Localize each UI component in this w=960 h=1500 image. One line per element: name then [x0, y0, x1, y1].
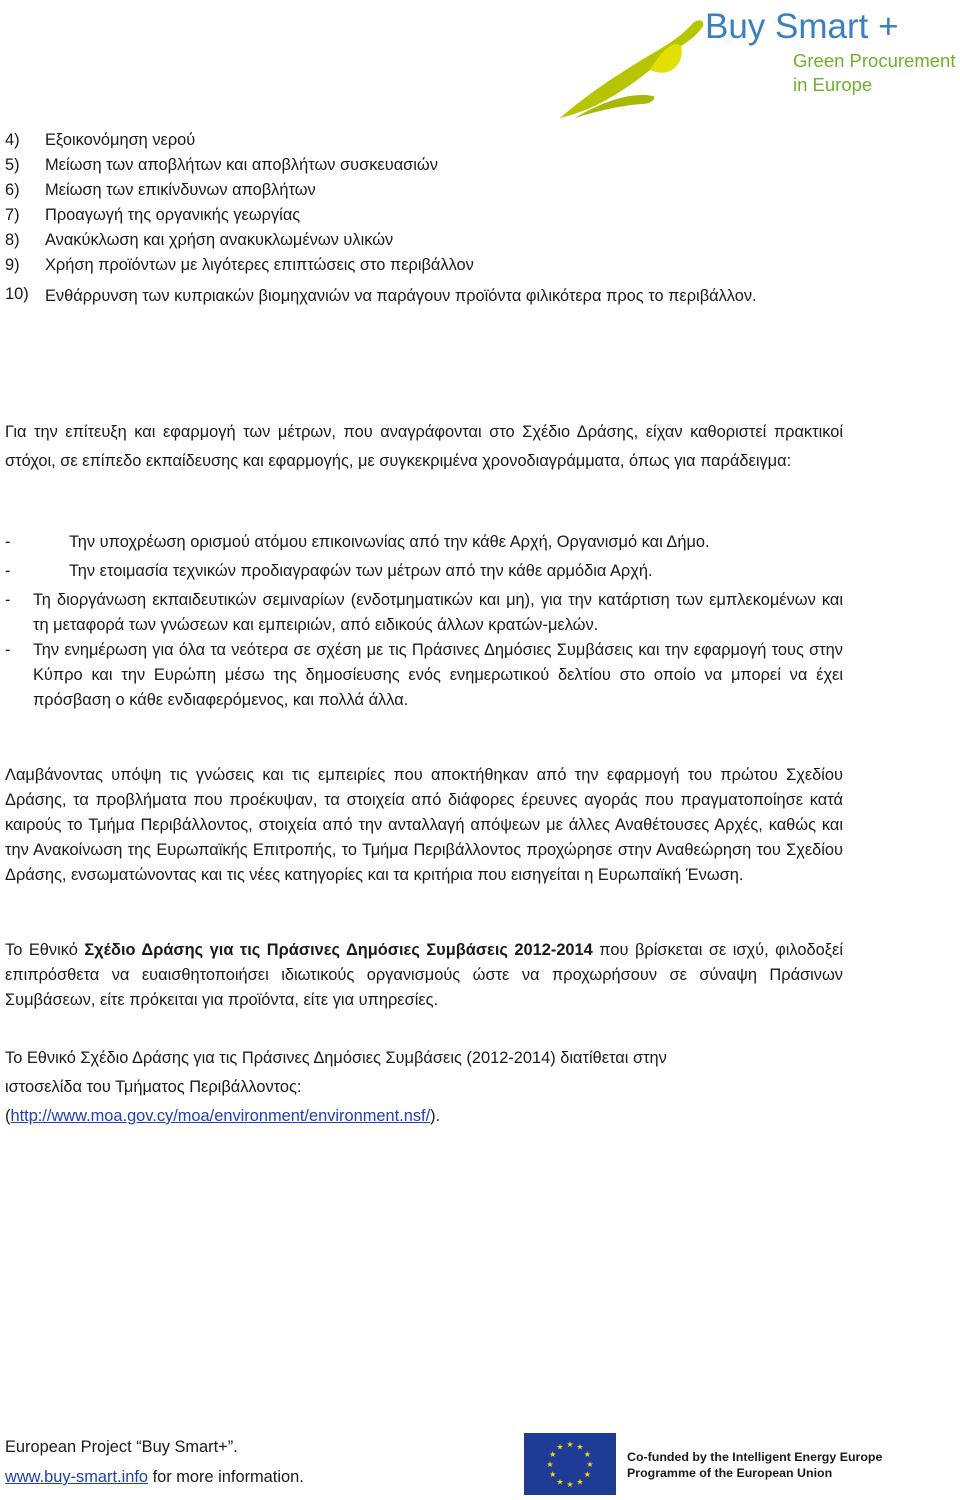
list-item-text: Τη διοργάνωση εκπαιδευτικών σεμιναρίων (ενδοτμηματικών και μη), για την κατάρτιση των εμπλεκομένων και τη μεταφορά των γνώσεων και εμπειριών, από ειδικούς άλλων κρατών-μελών.: [33, 591, 843, 634]
buy-smart-link[interactable]: www.buy-smart.info: [5, 1468, 149, 1486]
list-dash: -: [5, 641, 11, 659]
list-number: 7): [5, 206, 20, 224]
footer-project: European Project “Buy Smart+”.: [5, 1438, 238, 1456]
list-item: [5, 128, 843, 153]
eu-star-icon: ★: [566, 1440, 574, 1449]
list-item: [5, 253, 843, 278]
list-item-text: Χρήση προϊόντων με λιγότερες επιπτώσεις στο περιβάλλον: [45, 256, 474, 274]
list-item-text: Μείωση των αποβλήτων και αποβλήτων συσκευασιών: [45, 156, 438, 174]
list-item: [5, 203, 843, 228]
availability-line-3: [5, 1102, 843, 1131]
eu-flag-icon: [524, 1433, 616, 1495]
eu-star-icon: ★: [556, 1477, 564, 1487]
eu-star-icon: ★: [566, 1480, 574, 1489]
eu-star-icon: ★: [583, 1450, 591, 1459]
list-item: [5, 559, 843, 584]
cofunding-note: [627, 1449, 882, 1481]
list-item: [5, 530, 843, 555]
eu-star-icon: ★: [576, 1442, 584, 1452]
list-item: [5, 588, 843, 638]
footer-project-info: [5, 1432, 304, 1492]
availability-line-1: Το Εθνικό Σχέδιο Δράσης για τις Πράσινες Δημόσιες Συμβάσεις (2012-2014) διατίθεται στην: [5, 1049, 667, 1067]
eu-star-icon: ★: [583, 1470, 591, 1479]
list-item: [5, 178, 843, 203]
footer-site-line: [5, 1462, 304, 1492]
buy-smart-logo: [555, 0, 960, 130]
numbered-list: [5, 128, 843, 311]
action-plan-title: Σχέδιο Δράσης για τις Πράσινες Δημόσιες Συμβάσεις 2012-2014: [84, 941, 593, 959]
list-number: 6): [5, 181, 20, 199]
eu-star-icon: ★: [556, 1442, 564, 1452]
list-number: 5): [5, 156, 20, 174]
list-dash: -: [5, 533, 11, 551]
text-run: ).: [430, 1107, 441, 1125]
list-item-text: Ανακύκλωση και χρήση ανακυκλωμένων υλικών: [45, 231, 394, 249]
list-item: [5, 278, 843, 311]
list-item-text: Μείωση των επικίνδυνων αποβλήτων: [45, 181, 316, 199]
eu-star-icon: ★: [549, 1450, 557, 1459]
list-item-text: Την υποχρέωση ορισμού ατόμου επικοινωνίας από την κάθε Αρχή, Οργανισμό και Δήμο.: [69, 533, 710, 551]
environment-link[interactable]: http://www.moa.gov.cy/moa/environment/environment.nsf/: [10, 1107, 431, 1125]
logo-title: Buy Smart +: [705, 7, 899, 46]
text-run: που βρίσκεται σε ισχύ, φιλοδοξεί επιπρόσθετα να ευαισθητοποιήσει ιδιωτικούς οργανισμούς ώστε να προχωρήσουν σε σύναψη Πράσινων Συμβάσεων, είτε πρόκειται για προϊόντα, είτε για υπηρεσίες.: [5, 941, 844, 1009]
availability-line-2: ιστοσελίδα του Τμήματος Περιβάλλοντος:: [5, 1078, 302, 1096]
list-item: [5, 638, 843, 713]
eu-star-icon: ★: [576, 1477, 584, 1487]
text-run: Το Εθνικό: [5, 941, 85, 959]
text-run: for more information.: [148, 1468, 304, 1486]
eu-star-icon: ★: [546, 1460, 554, 1469]
logo-subtitle-1: Green Procurement: [793, 50, 956, 71]
paragraph-action-plan: [5, 938, 843, 1013]
list-dash: -: [5, 562, 11, 580]
cofund-line-2: Programme of the European Union: [627, 1466, 833, 1480]
list-number: 4): [5, 131, 20, 149]
cofund-line-1: Co-funded by the Intelligent Energy Europe: [627, 1450, 883, 1464]
text-run: (: [5, 1107, 11, 1125]
list-item: [5, 153, 843, 178]
logo-subtitle-2: in Europe: [793, 74, 873, 95]
list-item-text: Την ενημέρωση για όλα τα νεότερα σε σχέση με τις Πράσινες Δημόσιες Συμβάσεις και την εφαρμογή τους στην Κύπρο και την Ευρώπη μέσω της δημοσίευσης ενός ενημερωτικού δελτίου στο οποίο να μπορεί να έχει πρόσβαση ο κάθε ενδιαφερόμενος, και πολλά άλλα.: [33, 641, 843, 709]
list-item-text: Εξοικονόμηση νερού: [45, 131, 196, 149]
paragraph-review: Λαμβάνοντας υπόψη τις γνώσεις και τις εμπειρίες που αποκτήθηκαν από την εφαρμογή του πρώτου Σχεδίου Δράσης, τα προβλήματα που προέκυψαν, τα στοιχεία από διάφορες έρευνες αγοράς που πραγματοποίησε κατά καιρούς το Τμήμα Περιβάλλοντος, στοιχεία από την ανταλλαγή απόψεων με άλλες Αναθέτουσες Αρχές, καθώς και την Ανακοίνωση της Ευρωπαϊκής Επιτροπής, το Τμήμα Περιβάλλοντος προχώρησε στην Αναθεώρηση του Σχεδίου Δράσης, ενσωματώνοντας και τις νέες κατηγορίες και τα κριτήρια που εισηγείται η Ευρωπαϊκή Ένωση.: [5, 766, 843, 884]
list-item-text: Την ετοιμασία τεχνικών προδιαγραφών των μέτρων από την κάθε αρμόδια Αρχή.: [69, 562, 653, 580]
list-number: 10): [5, 285, 29, 303]
list-item-text: Προαγωγή της οργανικής γεωργίας: [45, 206, 301, 224]
list-number: 9): [5, 256, 20, 274]
list-item-text: Ενθάρρυνση των κυπριακών βιομηχανιών να παράγουν προϊόντα φιλικότερα προς το περιβάλλον.: [45, 287, 757, 305]
list-item: [5, 228, 843, 253]
eu-star-icon: ★: [549, 1470, 557, 1479]
list-dash: -: [5, 591, 11, 609]
paragraph-availability: [5, 1044, 843, 1131]
list-number: 8): [5, 231, 20, 249]
dash-list: [5, 530, 843, 713]
eu-star-icon: ★: [586, 1460, 594, 1469]
paragraph-targets: Για την επίτευξη και εφαρμογή των μέτρων, που αναγράφονται στο Σχέδιο Δράσης, είχαν καθοριστεί πρακτικοί στόχοι, σε επίπεδο εκπαίδευσης και εφαρμογής, με συγκεκριμένα χρονοδιαγράμματα, όπως για παράδειγμα:: [5, 423, 843, 470]
